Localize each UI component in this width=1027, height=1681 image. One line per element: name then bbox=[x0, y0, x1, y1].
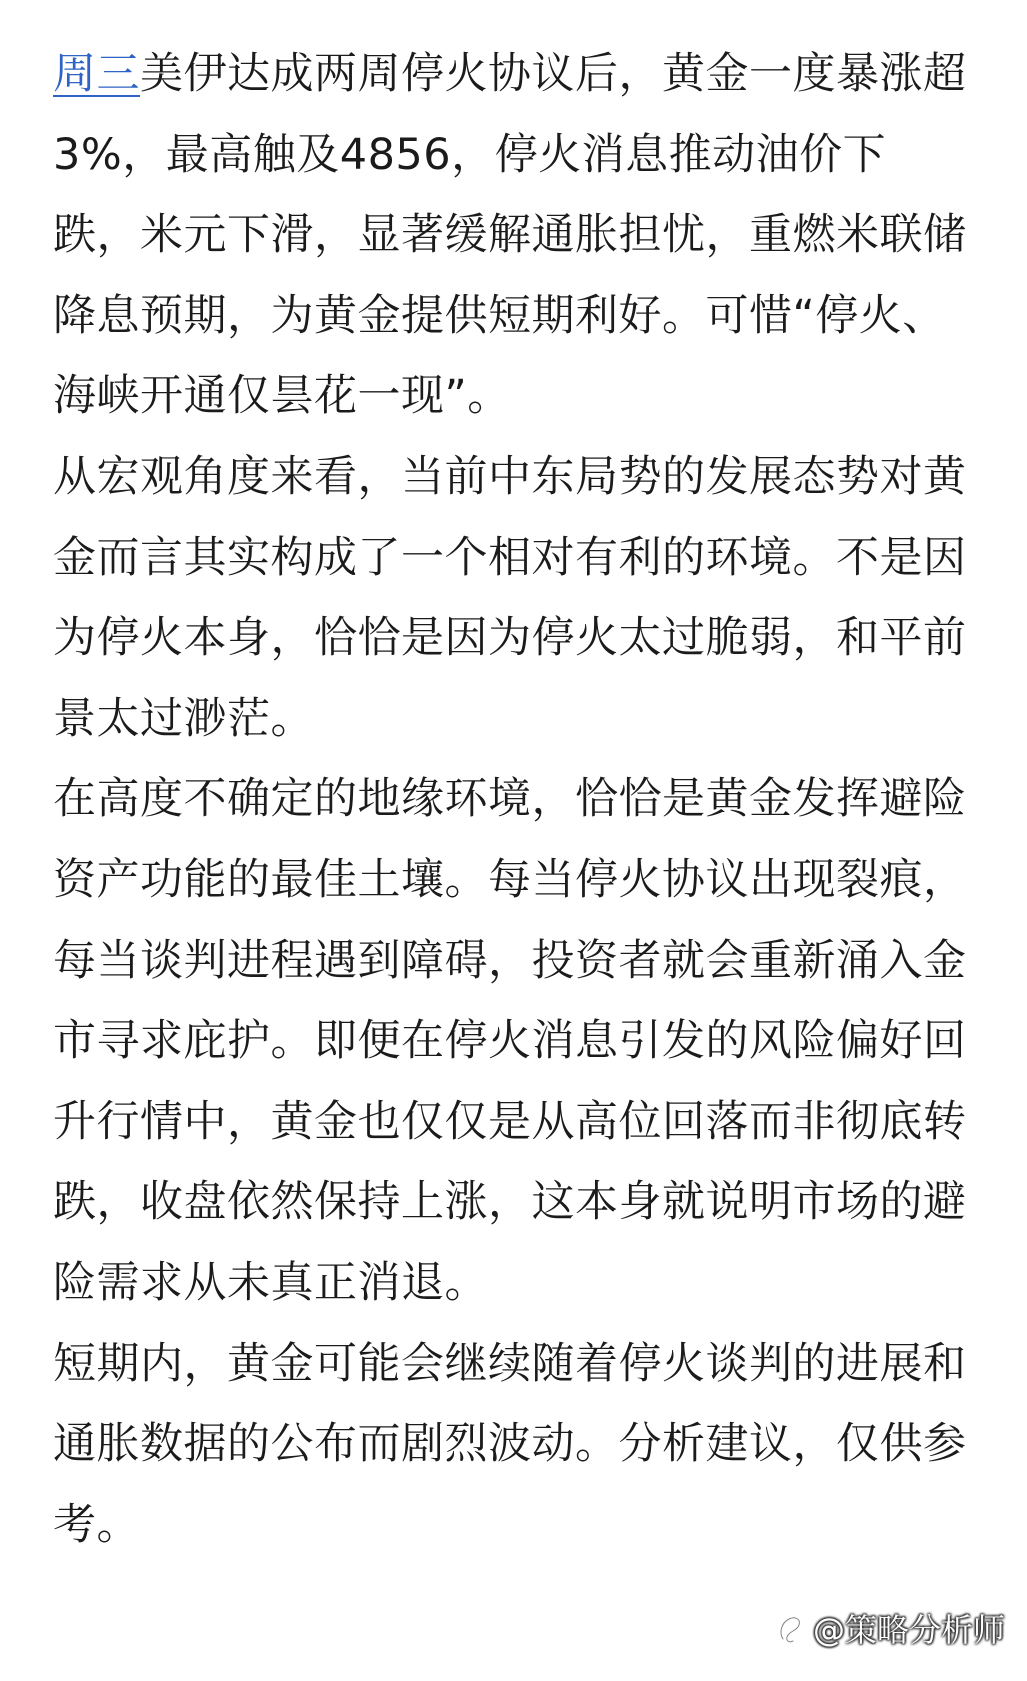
paragraph-1 bbox=[53, 34, 973, 437]
article-body bbox=[53, 34, 973, 1565]
paragraph-3: 在高度不确定的地缘环境，恰恰是黄金发挥避险资产功能的最佳土壤。每当停火协议出现裂痕，每当谈判进程遇到障碍，投资者就会重新涌入金市寻求庇护。即便在停火消息引发的风险偏好回升行情中，黄金也仅仅是从高位回落而非彻底转跌，收盘依然保持上涨，这本身就说明市场的避险需求从未真正消退。 bbox=[53, 774, 967, 1308]
watermark-text: @策略分析师 bbox=[812, 1611, 1005, 1649]
watermark bbox=[777, 1605, 1005, 1651]
weibo-logo-icon bbox=[777, 1611, 807, 1645]
paragraph-1-text: 美伊达成两周停火协议后，黄金一度暴涨超3%，最高触及4856，停火消息推动油价下跌，米元下滑，显著缓解通胀担忧，重燃米联储降息预期，为黄金提供短期利好。可惜“停火、海峡开通仅昙花一现”。 bbox=[53, 49, 967, 422]
weekday-link[interactable]: 周三 bbox=[53, 49, 140, 99]
paragraph-2: 从宏观角度来看，当前中东局势的发展态势对黄金而言其实构成了一个相对有利的环境。不是因为停火本身，恰恰是因为停火太过脆弱，和平前景太过渺茫。 bbox=[53, 451, 967, 744]
paragraph-4: 短期内，黄金可能会继续随着停火谈判的进展和通胀数据的公布而剧烈波动。分析建议，仅供参考。 bbox=[53, 1338, 967, 1550]
